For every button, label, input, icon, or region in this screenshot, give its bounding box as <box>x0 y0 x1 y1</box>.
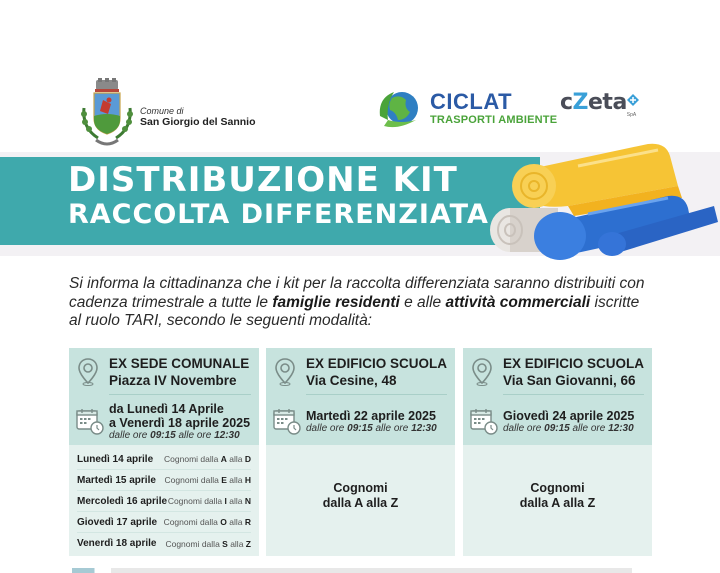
schedule-row <box>77 491 251 512</box>
schedule-day: Lunedì 14 aprile <box>77 453 154 465</box>
location-address: Piazza IV Novembre <box>109 373 237 388</box>
intro-paragraph: Si informa la cittadinanza che i kit per la raccolta differenziata saranno distribuiti con cadenza trimestrale a tutte le famiglie residenti e alle attività commerciali iscritte al ruolo TARI, secondo le seguenti modalità: <box>69 275 645 329</box>
schedule-row <box>77 512 251 533</box>
schedule-row <box>77 449 251 470</box>
location-name-block <box>503 355 644 389</box>
divider <box>503 394 644 395</box>
location-card-ex-sede-comunale <box>69 348 259 556</box>
date-line-1: Giovedì 24 aprile 2025 <box>503 409 635 423</box>
schedule-day: Mercoledì 16 aprile <box>77 495 168 507</box>
date-block <box>503 409 634 435</box>
ciclat-title: CICLAT <box>430 88 513 114</box>
card-header <box>266 348 455 445</box>
calendar-clock-icon <box>273 407 301 435</box>
card-header <box>69 348 259 445</box>
ciclat-logo <box>376 86 557 130</box>
banner-title-line2: RACCOLTA DIFFERENZIATA <box>68 199 489 230</box>
location-name-block <box>109 355 249 389</box>
location-name: EX EDIFICIO SCUOLA <box>306 356 448 371</box>
comune-name: San Giorgio del Sannio <box>140 116 256 128</box>
schedule-row <box>77 470 251 491</box>
date-block <box>109 402 250 442</box>
schedule-row <box>77 533 251 554</box>
divider <box>109 394 251 395</box>
schedule-range: Cognomi dalla A alla D <box>164 454 251 464</box>
banner-title <box>68 160 489 230</box>
map-pin-icon <box>78 358 98 386</box>
schedule-range: Cognomi dalla I alla N <box>167 496 251 506</box>
comune-prefix: Comune di <box>140 106 184 116</box>
calendar-clock-icon <box>76 407 104 435</box>
surname-schedule <box>69 445 259 554</box>
surname-range: Cognomi dalla A alla Z <box>322 481 399 510</box>
ciclat-subtitle: TRASPORTI AMBIENTE <box>430 113 558 126</box>
location-name: EX SEDE COMUNALE <box>109 356 250 371</box>
date-block <box>306 409 437 435</box>
location-name-block <box>306 355 447 389</box>
date-line-1: Martedì 22 aprile 2025 <box>306 409 436 423</box>
highlight-famiglie: famiglie residenti <box>272 293 400 311</box>
schedule-range: Cognomi dalla O alla R <box>163 517 251 527</box>
divider <box>306 394 447 395</box>
location-address: Via Cesine, 48 <box>306 373 397 388</box>
globe-leaf-icon <box>376 86 426 130</box>
cut-off-footer-text <box>72 568 632 573</box>
location-name: EX EDIFICIO SCUOLA <box>503 356 645 371</box>
date-line-1: da Lunedì 14 Aprile <box>109 402 224 416</box>
schedule-range: Cognomi dalla E alla H <box>164 475 251 485</box>
schedule-day: Martedì 15 aprile <box>77 474 156 486</box>
date-line-2: a Venerdì 18 aprile 2025 <box>109 416 251 430</box>
opening-hours: dalle ore 09:15 alle ore 12:30 <box>109 430 240 441</box>
czeta-wordmark: cZeta <box>560 90 627 115</box>
location-card-via-cesine <box>266 348 455 556</box>
czeta-logo <box>560 92 636 118</box>
garbage-bag-rolls-illustration <box>488 136 720 260</box>
schedule-range: Cognomi dalla S alla Z <box>165 538 251 549</box>
opening-hours: dalle ore 09:15 alle ore 12:30 <box>503 423 634 434</box>
location-address: Via San Giovanni, 66 <box>503 373 636 388</box>
schedule-day: Venerdì 18 aprile <box>77 538 157 549</box>
opening-hours: dalle ore 09:15 alle ore 12:30 <box>306 423 437 434</box>
surname-range: Cognomi dalla A alla Z <box>519 481 596 510</box>
comune-logo <box>76 78 256 150</box>
czeta-spa: SpA <box>626 112 637 118</box>
map-pin-icon <box>472 358 492 386</box>
location-card-via-san-giovanni <box>463 348 652 556</box>
schedule-day: Giovedì 17 aprile <box>77 516 158 528</box>
highlight-attivita: attività commerciali <box>445 293 591 311</box>
banner-title-line1: DISTRIBUZIONE KIT <box>68 160 458 200</box>
coat-of-arms-icon <box>76 78 138 150</box>
calendar-clock-icon <box>470 407 498 435</box>
plus-badge-icon <box>627 94 639 106</box>
card-header <box>463 348 652 445</box>
map-pin-icon <box>275 358 295 386</box>
